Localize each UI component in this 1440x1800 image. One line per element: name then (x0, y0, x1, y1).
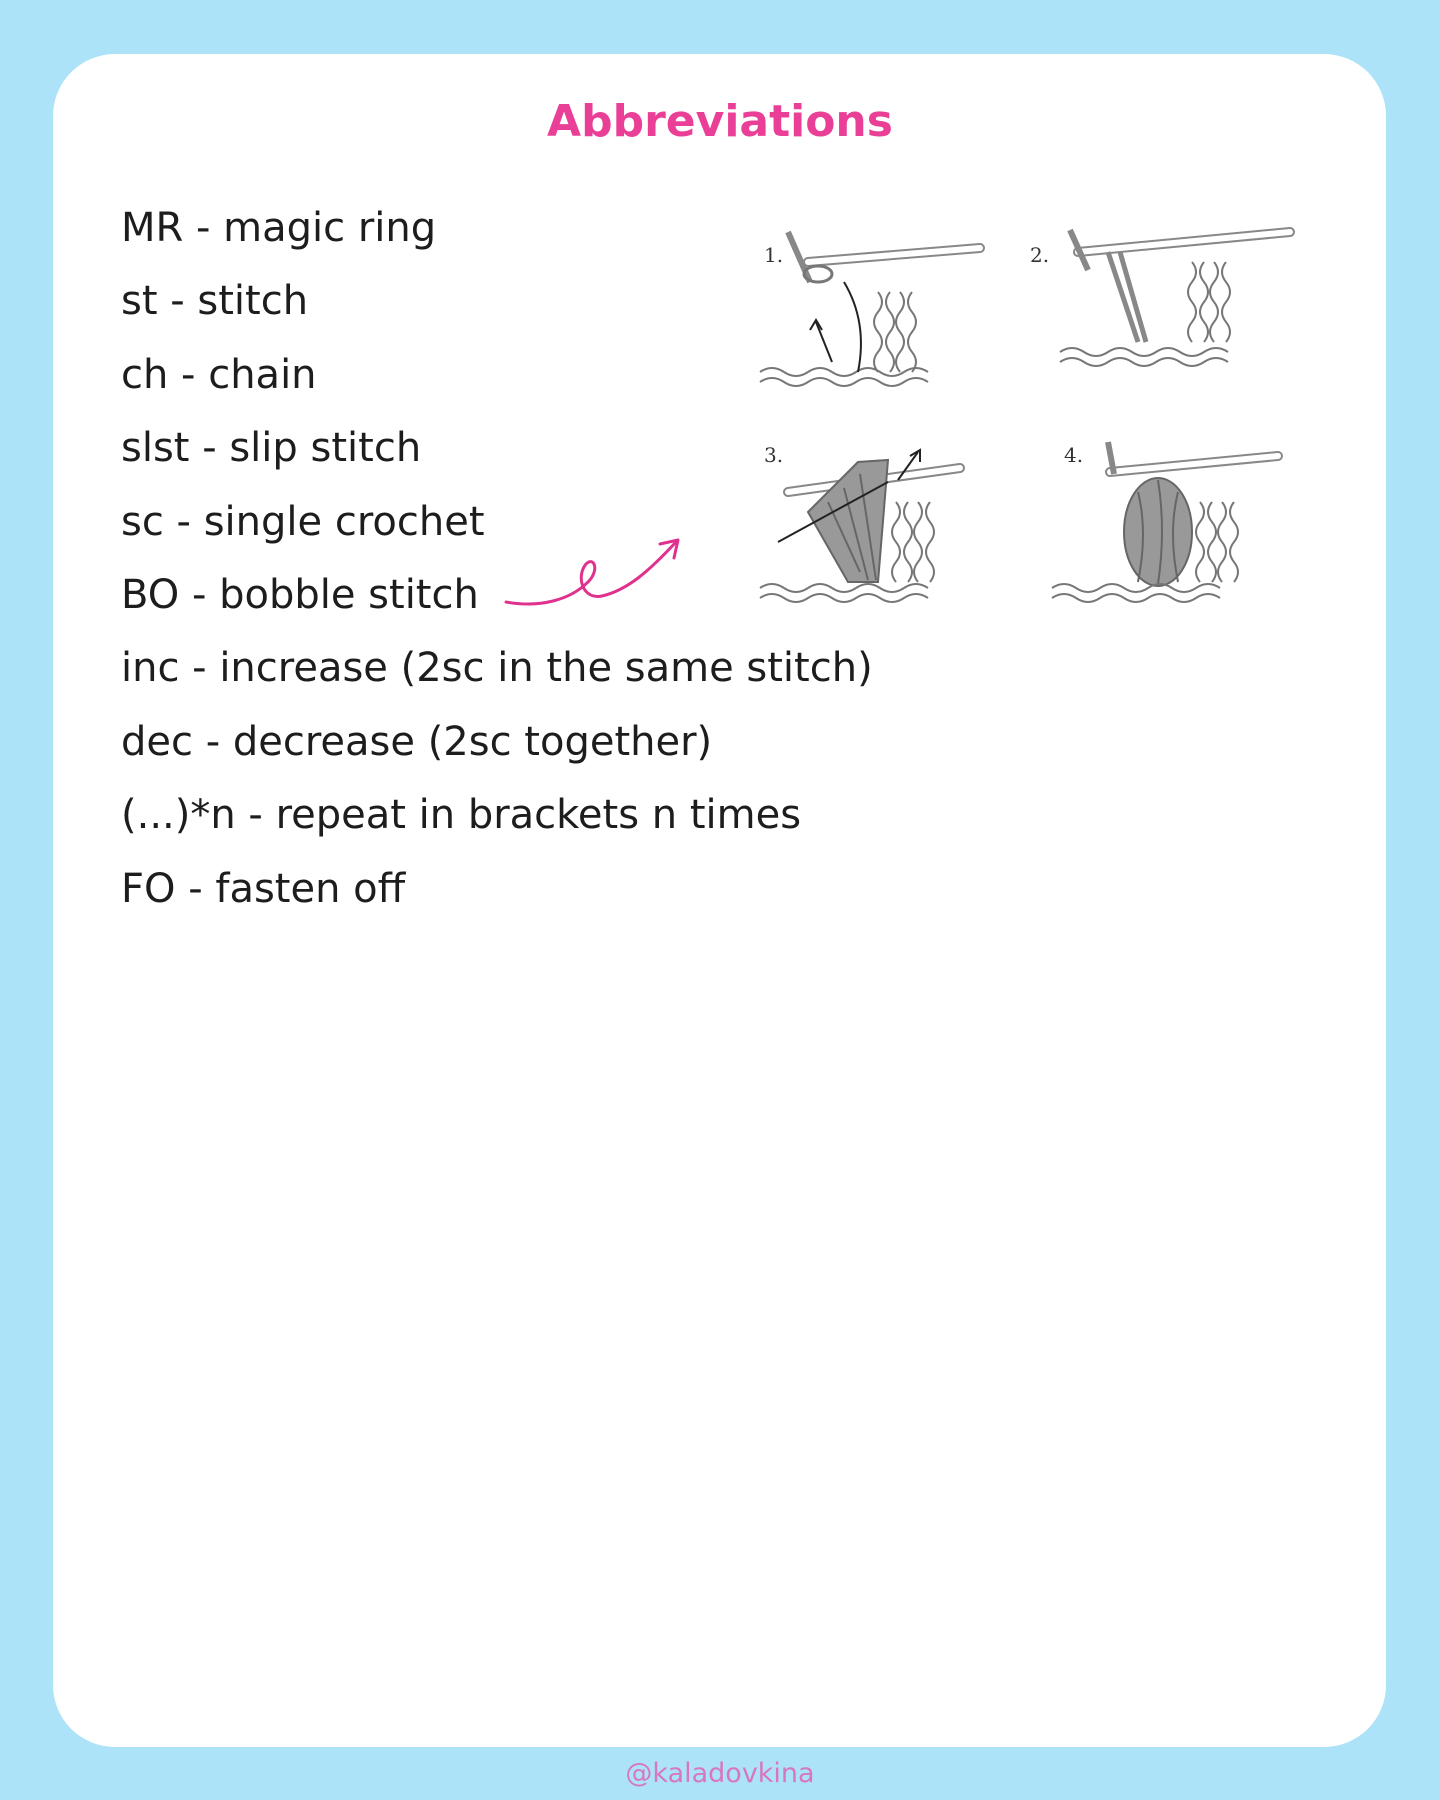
diagram-step-label: 2. (1030, 243, 1050, 267)
diagram-step-4 (1052, 442, 1278, 602)
diagram-step-2 (1030, 230, 1290, 366)
bobble-stitch-steps-illustration (748, 212, 1300, 614)
page-title: Abbreviations (547, 96, 893, 147)
abbreviation-item: sc - single crochet (121, 498, 485, 545)
diagram-step-label: 4. (1064, 443, 1084, 467)
abbreviation-item: dec - decrease (2sc together) (121, 718, 713, 765)
abbreviation-item: FO - fasten off (121, 865, 406, 912)
author-handle: @kaladovkina (625, 1758, 815, 1789)
abbreviation-item: slst - slip stitch (121, 425, 422, 472)
pink-swirl-arrow-icon (500, 530, 690, 610)
abbreviation-item: inc - increase (2sc in the same stitch) (121, 645, 873, 692)
abbreviation-item: st - stitch (121, 278, 309, 325)
abbreviation-item: MR - magic ring (121, 205, 437, 251)
diagram-step-label: 3. (764, 443, 784, 467)
diagram-step-1 (760, 232, 980, 386)
abbreviation-item: BO - bobble stitch (121, 571, 479, 618)
abbreviation-item: ch - chain (121, 351, 317, 398)
diagram-step-label: 1. (764, 243, 784, 267)
diagram-step-3 (760, 443, 960, 602)
abbreviation-item: (...)*n - repeat in brackets n times (121, 792, 802, 839)
